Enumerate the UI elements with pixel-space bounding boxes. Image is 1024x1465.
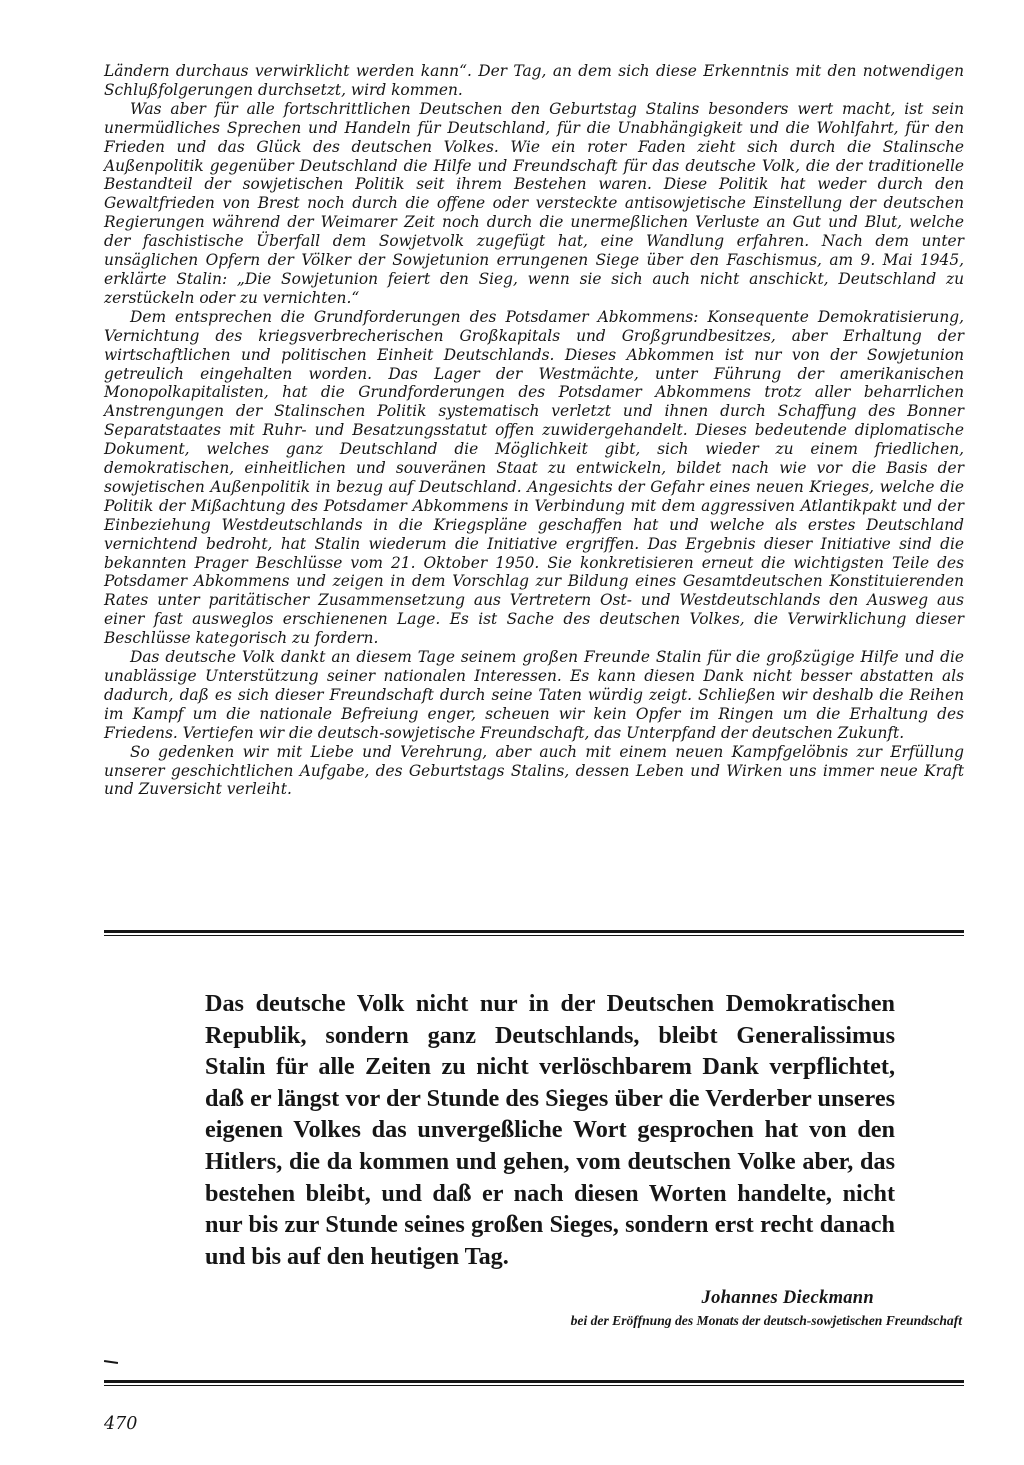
body-paragraph: Das deutsche Volk dankt an diesem Tage seinem großen Freunde Stalin für die großzügige Hilfe und die unablässige Unterstützung seiner nationalen Interessen. Es kann diesen Dank nicht besser abstatten als dadurch, daß es sich dieser Freundschaft durch seine Taten würdig zeigt. Schließen wir deshalb die Reihen im Kampf um die nationale Befreiung enger, scheuen wir kein Opfer im Ringen um die Erhaltung des Friedens. Vertiefen wir die deutsch-sowjetische Freundschaft, das Unterpfand der deutschen Zukunft. bbox=[104, 648, 964, 742]
quote-author: Johannes Dieckmann bbox=[701, 1288, 874, 1308]
body-paragraph: Ländern durchaus verwirklicht werden kann“. Der Tag, an dem sich diese Erkenntnis mit den notwendigen Schlußfolgerungen durchsetzt, wird kommen. bbox=[104, 62, 964, 99]
quote-text: Das deutsche Volk nicht nur in der Deutschen Demokratischen Republik, sondern ganz Deutschlands, bleibt Generalissimus Stalin für alle Zeiten zu nicht verlöschbarem Dank verpflichtet, daß er längst vor der Stunde des Sieges über die Verderber unseres eigenen Volkes das unvergeßliche Wort gesprochen hat von den Hitlers, die da kommen und gehen, vom deutschen Volke aber, das bestehen bleibt, und daß er nach diesen Worten handelte, nicht nur bis zur Stunde seines großen Sieges, sondern erst recht danach und bis auf den heutigen Tag. bbox=[205, 990, 895, 1270]
body-paragraph: So gedenken wir mit Liebe und Verehrung, aber auch mit einem neuen Kampfgelöbnis zur Erfüllung unserer geschichtlichen Aufgabe, des Geburtstags Stalins, dessen Leben und Wirken uns immer neue Kraft und Zuversicht verleiht. bbox=[104, 742, 964, 799]
body-paragraph: Dem entsprechen die Grundforderungen des Potsdamer Abkommens: Konsequente Demokratisierung, Vernichtung des kriegsverbrecherischen Großkapitals und Großgrundbesitzes, aber Erhaltung der wirtschaftlichen und politischen Einheit Deutschlands. Dieses Abkommen ist nur von der Sowjetunion getreulich eingehalten worden. Das Lager der Westmächte, unter Führung der amerikanischen Monopolkapitalisten, hat die Grundforderungen des Potsdamer Abkommens trotz aller beharrlichen Anstrengungen der Stalinschen Politik systematisch verletzt und ihnen durch Schaffung des Bonner Separatstaates mit Ruhr- und Besatzungsstatut offen zuwidergehandelt. Dieses bedeutende diplomatische Dokument, welches ganz Deutschland die Möglichkeit gibt, sich wieder zu einem friedlichen, demokratischen, einheitlichen und souveränen Staat zu entwickeln, bildet nach wie vor die Basis der sowjetischen Außenpolitik in bezug auf Deutschland. Angesichts der Gefahr eines neuen Krieges, welche die Politik der Mißachtung des Potsdamer Abkommens in Verbindung mit dem aggressiven Atlantikpakt und der Einbeziehung Westdeutschlands in die Kriegspläne geschaffen hat und welche als erstes Deutschland vernichtend bedroht, hat Stalin wiederum die Initiative ergriffen. Das Ergebnis dieser Initiative sind die bekannten Prager Beschlüsse vom 21. Oktober 1950. Sie konkretisieren erneut die wichtigsten Teile des Potsdamer Abkommens und zeigen in dem Vorschlag zur Bildung eines Gesamtdeutschen Konstituierenden Rates unter paritätischer Zusammensetzung aus Vertretern Ost- und Westdeutschlands den Ausweg aus einer fast ausweglos erschienenen Lage. Es ist Sache des deutschen Volkes, die Verwirklichung dieser Beschlüsse kategorisch zu fordern. bbox=[104, 307, 964, 648]
quote-block bbox=[205, 988, 895, 1272]
article-body bbox=[104, 62, 964, 799]
body-paragraph: Was aber für alle fortschrittlichen Deutschen den Geburtstag Stalins besonders wert macht, ist sein unermüdliches Sprechen und Handeln für Deutschland, für die Unabhängigkeit und die Wohlfahrt, für den Frieden und das Glück des deutschen Volkes. Wie ein roter Faden zieht sich durch die Stalinsche Außenpolitik gegenüber Deutschland die Hilfe und Freundschaft für das deutsche Volk, die der traditionelle Bestandteil der sowjetischen Politik seit ihrem Bestehen waren. Diese Politik hat weder durch den Gewaltfrieden von Brest noch durch die offene oder versteckte antisowjetische Einstellung der deutschen Regierungen während der Weimarer Zeit noch durch die unermeßlichen Verluste an Gut und Blut, welche der faschistische Überfall dem Sowjetvolk zugefügt hat, eine Wandlung erfahren. Nach dem unter unsäglichen Opfern der Völker der Sowjetunion errungenen Siege über den Faschismus, am 9. Mai 1945, erklärte Stalin: „Die Sowjetunion feiert den Sieg, wenn sie sich auch nicht anschickt, Deutschland zu zerstückeln oder zu vernichten.“ bbox=[104, 99, 964, 307]
divider-rule-bottom bbox=[104, 1380, 964, 1383]
page-number: 470 bbox=[104, 1414, 138, 1434]
quote-author-context: bei der Eröffnung des Monats der deutsch-sowjetischen Freundschaft bbox=[570, 1313, 962, 1328]
divider-rule-top bbox=[104, 930, 964, 933]
stray-mark bbox=[104, 1360, 118, 1364]
